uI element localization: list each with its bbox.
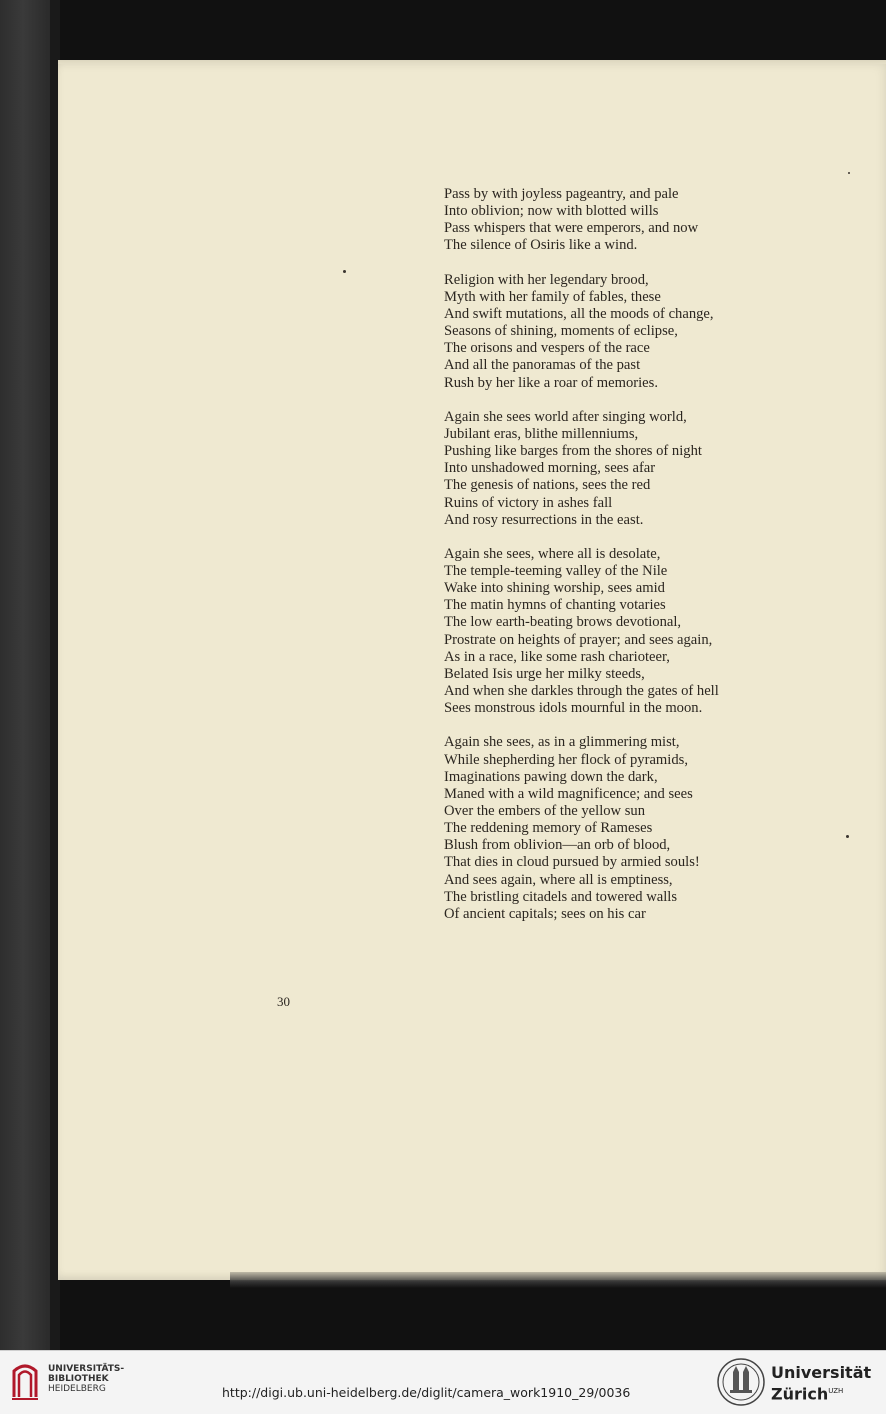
poem-line: Again she sees, where all is desolate,: [444, 545, 661, 562]
poem-line: Over the embers of the yellow sun: [444, 803, 646, 819]
poem-line: Myth with her family of fables, these: [444, 288, 661, 305]
library-line: HEIDELBERG: [48, 1384, 106, 1394]
poem-line: The temple-teeming valley of the Nile: [444, 562, 668, 579]
poem-line: The bristling citadels and towered walls: [444, 888, 678, 905]
poem-line: The low earth-beating brows devotional,: [444, 614, 682, 631]
poem-line: Sees monstrous idols mournful in the moon.: [444, 700, 703, 717]
stanza-5: [444, 734, 844, 923]
page-number: 30: [277, 994, 290, 1009]
poem-line: Blush from oblivion—an orb of blood,: [444, 837, 671, 854]
poem-line: And rosy resurrections in the east.: [444, 511, 644, 528]
poem-line: The matin hymns of chanting votaries: [444, 597, 666, 614]
poem-line: Religion with her legendary brood,: [444, 271, 649, 288]
poem-line: Again she sees world after singing world,: [444, 408, 687, 425]
poem-line: Pass by with joyless pageantry, and pale: [444, 186, 679, 202]
poem-line: Again she sees, as in a glimmering mist,: [444, 734, 680, 751]
stanza-3: [444, 409, 844, 529]
paper-speck: [343, 270, 346, 273]
poem-line: Maned with a wild magnificence; and sees: [444, 785, 693, 802]
poem-line: That dies in cloud pursued by armied souls!: [444, 854, 700, 871]
poem-line: Prostrate on heights of prayer; and sees again,: [444, 631, 713, 648]
poem-line: Of ancient capitals; sees on his car: [444, 905, 646, 922]
library-line: BIBLIOTHEK: [48, 1374, 109, 1384]
heidelberg-logo-icon: [10, 1361, 40, 1401]
poem-line: And when she darkles through the gates of hell: [444, 683, 719, 700]
poem-line: The reddening memory of Rameses: [444, 820, 653, 837]
poem-line: And sees again, where all is emptiness,: [444, 871, 673, 888]
page-bottom-shadow: [230, 1272, 886, 1288]
poem-line: The genesis of nations, sees the red: [444, 477, 651, 494]
poem-line: The orisons and vespers of the race: [444, 340, 650, 357]
poem-line: While shepherding her flock of pyramids,: [444, 751, 688, 768]
stanza-4: [444, 546, 844, 718]
uzh-line: [771, 1382, 871, 1403]
uzh-wordmark: [771, 1363, 871, 1403]
stanza-1: [444, 186, 844, 255]
poem-text: [444, 186, 844, 940]
poem-line: Ruins of victory in ashes fall: [444, 494, 613, 511]
poem-line: The silence of Osiris like a wind.: [444, 237, 638, 254]
uzh-superscript: UZH: [828, 1387, 844, 1395]
permalink-url[interactable]: http://digi.ub.uni-heidelberg.de/diglit/camera_work1910_29/0036: [222, 1385, 631, 1400]
poem-line: Belated Isis urge her milky steeds,: [444, 665, 645, 682]
poem-line: Rush by her like a roar of memories.: [444, 374, 658, 391]
poem-line: And swift mutations, all the moods of change,: [444, 305, 714, 322]
poem-line: Into unshadowed morning, sees afar: [444, 460, 656, 477]
poem-line: Imaginations pawing down the dark,: [444, 768, 658, 785]
uzh-line: Universität: [771, 1363, 872, 1382]
poem-line: Wake into shining worship, sees amid: [444, 580, 665, 597]
poem-line: Pushing like barges from the shores of night: [444, 443, 702, 460]
paper-speck: [848, 172, 850, 174]
paper-speck: [846, 835, 849, 838]
poem-line: Into oblivion; now with blotted wills: [444, 203, 659, 220]
footer-bar: [0, 1350, 886, 1414]
library-line: UNIVERSITÄTS-: [48, 1364, 125, 1374]
poem-line: Jubilant eras, blithe millenniums,: [444, 425, 639, 442]
poem-line: As in a race, like some rash charioteer,: [444, 648, 670, 665]
poem-line: Pass whispers that were emperors, and now: [444, 220, 699, 237]
poem-line: And all the panoramas of the past: [444, 357, 641, 374]
library-name: [48, 1364, 124, 1394]
uzh-zurich: Zürich: [771, 1384, 829, 1404]
poem-line: Seasons of shining, moments of eclipse,: [444, 323, 678, 340]
stanza-2: [444, 272, 844, 392]
uzh-seal-icon: [716, 1357, 766, 1407]
